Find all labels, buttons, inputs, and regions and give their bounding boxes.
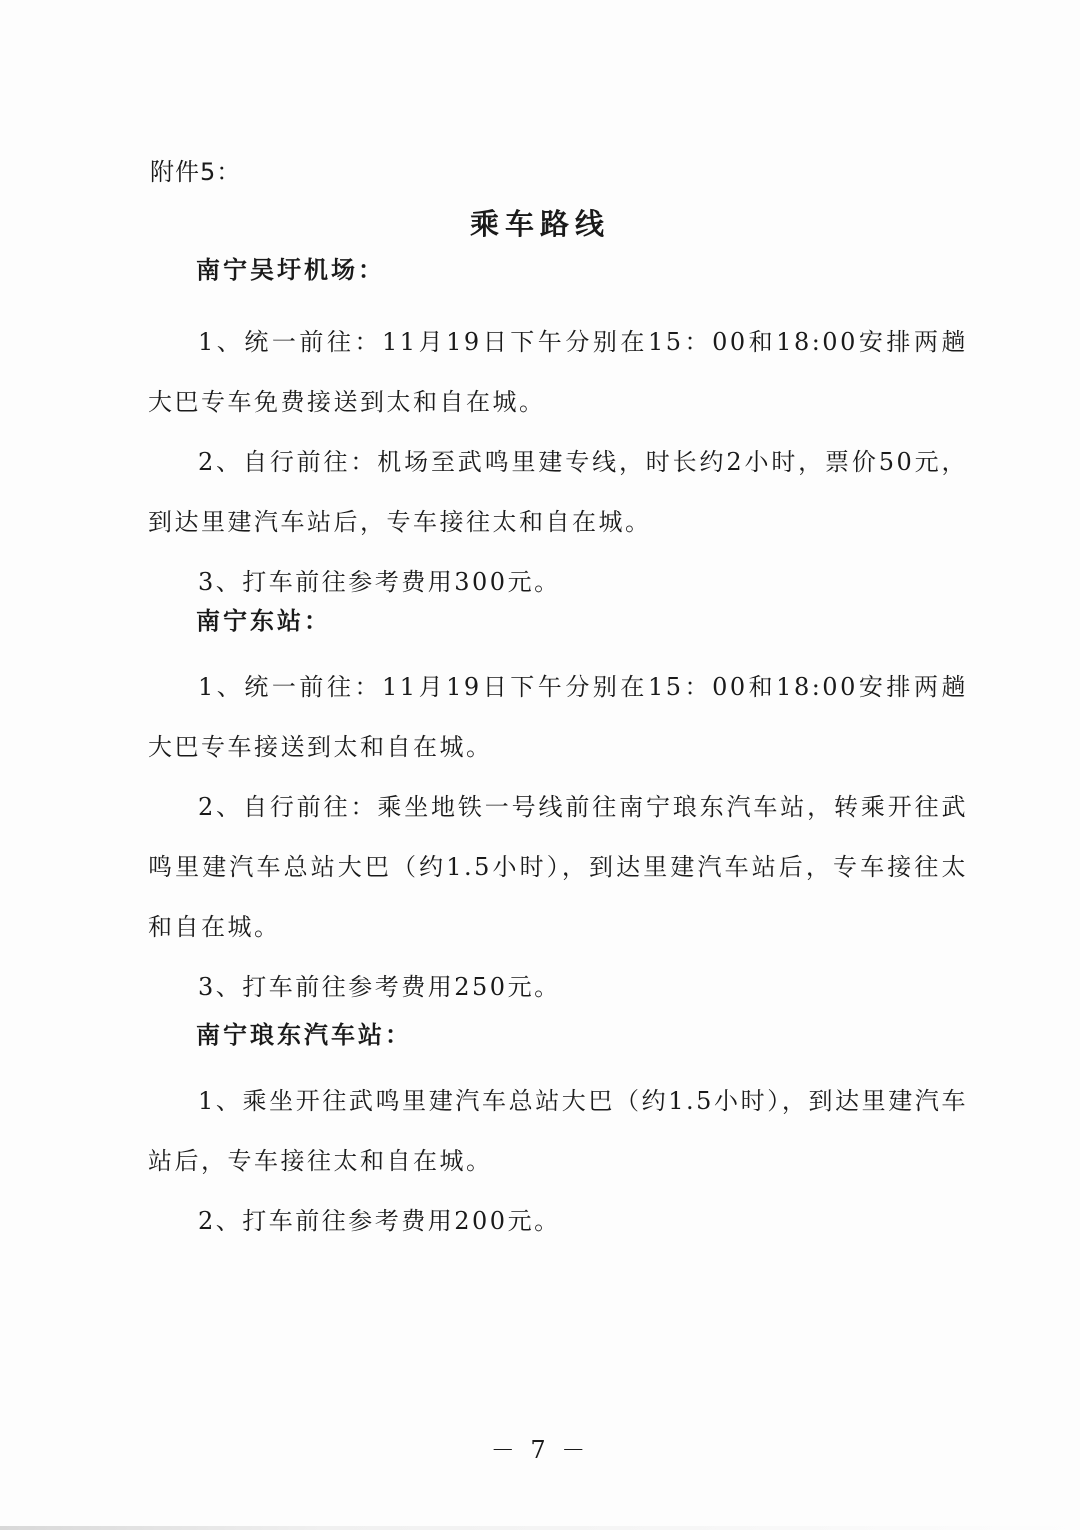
section-heading: 南宁东站： (196, 607, 331, 635)
paragraph: 3、打车前往参考费用300元。 (198, 568, 561, 596)
paragraph: 2、自行前往：乘坐地铁一号线前往南宁琅东汽车站，转乘开往武鸣里建汽车总站大巴（约1.5小时），到达里建汽车站后，专车接往太和自在城。 (148, 793, 968, 941)
document-title: 乘车路线 (469, 207, 610, 241)
paragraph: 2、打车前往参考费用200元。 (198, 1207, 561, 1235)
attachment-label: 附件5： (150, 158, 242, 186)
section-heading: 南宁琅东汽车站： (196, 1021, 412, 1049)
section-east-station (148, 601, 968, 1017)
section-heading: 南宁吴圩机场： (196, 256, 385, 284)
paragraph: 1、统一前往：11月19日下午分别在15：00和18:00安排两趟大巴专车免费接送到太和自在城。 (148, 328, 968, 416)
paragraph: 1、乘坐开往武鸣里建汽车总站大巴（约1.5小时），到达里建汽车站后，专车接往太和自在城。 (148, 1087, 968, 1175)
page-number: － 7 － (490, 1436, 590, 1464)
scan-edge-shadow (0, 1526, 1080, 1530)
paragraph: 3、打车前往参考费用250元。 (198, 973, 561, 1001)
section-langdong-bus-station (148, 1015, 968, 1251)
paragraph: 2、自行前往：机场至武鸣里建专线，时长约2小时，票价50元，到达里建汽车站后，专车接往太和自在城。 (148, 448, 968, 536)
paragraph: 1、统一前往：11月19日下午分别在15：00和18:00安排两趟大巴专车接送到太和自在城。 (148, 673, 968, 761)
section-airport (148, 250, 968, 612)
